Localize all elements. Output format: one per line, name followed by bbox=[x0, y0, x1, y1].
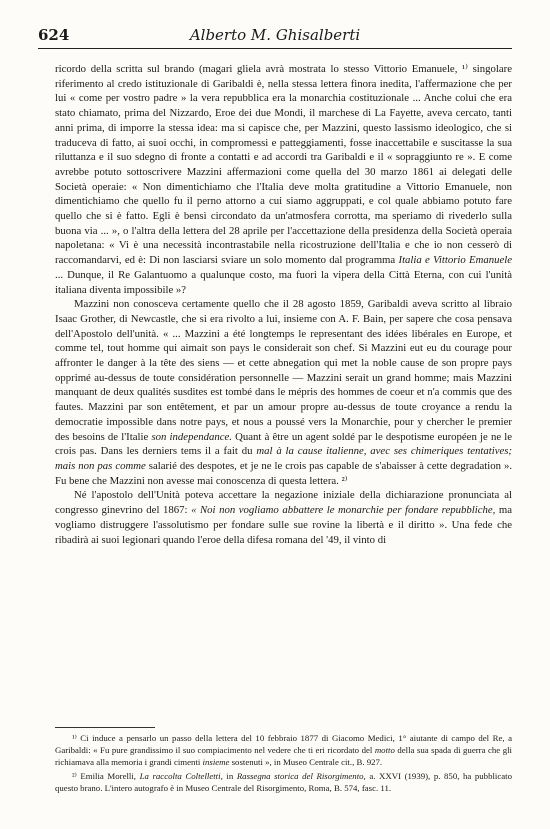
italic-title: Rassegna storica del Risorgimento, bbox=[236, 770, 366, 781]
paragraph-3-end: ma vogliamo distruggere l'assolutismo per fondare sulle sue rovine la libertà e il diritto ». Una fede che ribadirà ai suoi legionari quando l'eroe della difesa romana del '49, il vinto di bbox=[55, 504, 513, 546]
footnote-2-mid: in bbox=[226, 770, 234, 781]
italic-quote: « Noi non vogliamo abbattere le monarchie per fondare repubbliche, bbox=[191, 504, 496, 517]
footnote-1 bbox=[55, 732, 512, 769]
main-text bbox=[55, 62, 512, 547]
footnote-1-text: ¹⁾ Ci induce a pensarlo un passo della lettera del 10 febbraio 1877 di Giacomo Medici, 1° aiutante di campo del Re, a Garibaldi: « Fu pure grandissimo il suo compiacimento nel vedere che ti eri ricordato del bbox=[55, 733, 512, 756]
paragraph-3 bbox=[55, 488, 512, 547]
paragraph-2-end: salarié des despotes, et je ne le crois pas capable de s'abaisser à cette degradation ». Fu bene che Mazzini non avesse mai conoscenza di questa lettera. ²⁾ bbox=[55, 459, 513, 487]
paragraph-1-end: ... Dunque, il Re Galantuomo a qualunque costo, ma fuori la vipera della Città Eterna, con cui l'unità italiana diventa impossibile »? bbox=[55, 268, 512, 296]
footnote-1-end: sostenuti », in Museo Centrale cit., B. 927. bbox=[231, 757, 383, 768]
italic-phrase: son independance. bbox=[151, 430, 232, 443]
footnote-2-end: a. XXVI (1939), p. 850, ha pubblicato questo brano. L'intero autografo è in Museo Centrale del Risorgimento, Roma, B. 574, fasc. 11. bbox=[55, 770, 513, 793]
footnote-2 bbox=[55, 770, 512, 794]
footnote-separator bbox=[55, 727, 155, 728]
page-number: 624 bbox=[38, 26, 70, 44]
paragraph-3-text: Né l'apostolo dell'Unità poteva accettare la negazione iniziale della dichiarazione pronunciata al congresso ginevrino del 1867: bbox=[55, 489, 512, 517]
paragraph-1 bbox=[55, 62, 512, 297]
italic-term: insieme bbox=[202, 757, 230, 768]
italic-title: La raccolta Coltelletti, bbox=[139, 770, 223, 781]
running-head: Alberto M. Ghisalberti bbox=[189, 26, 361, 44]
paragraph-2-text: Mazzini non conosceva certamente quello che il 28 agosto 1859, Garibaldi aveva scritto al libraio Isaac Grother, di Newcastle, che si era rivolto a lui, insieme con A. F. Bain, per sapere che cosa pensava dell'Apostolo dell'unità. « ... Mazzini a été longtemps le representant des idées libérales en Europe, et comme tel, tout homme qui aimait son pays le considerait son chef. Si Mazzini eut eu du courage pour affronter le danger à la tête des siens — et cette abnegation qui met la noble cause de son propre pays opprimé au-dessus de toute considération personnelle — Mazzini serait un grand homme; mais Mazzini manquant de deux qualités susdites est tombé dans le mépris des hommes de coeur et n'a commis que des fautes. Mazzini par son entêtement, et par un amour propre au-dessus de toute croyance a rendu la democratie impossible dans notre pays, et nous a poussé vers la Monarchie, pour y chercher le premier des besoins de l'Italie bbox=[55, 298, 512, 443]
footnotes bbox=[55, 732, 512, 795]
italic-phrase: mal à la cause italienne, avec ses chimeriques tentatives; mais non pas comme bbox=[55, 445, 513, 472]
paragraph-1-text: ricordo della scritta sul brando (magari gliela avrà mostrata lo stesso Vittorio Emanuele, ¹⁾ singolare riferimento al credo istituzionale di Garibaldi è, nella stessa lettera finora inedita, l'affermazione che per lui « come per vostro padre » la vera repubblica era la monarchia costituzionale ... Anche colui che era stato chiamato, prima del Nizzardo, Eroe dei due Mondi, il marchese di La Fayette, aveva cercato, tanti anni prima, di imporre la stessa idea: ma si capisce che, per Mazzini, questo lassismo ideologico, che si traduceva di fatto, ai suoi occhi, in compromessi e patteggiamenti, fosse inaccettabile e suscitasse la sua riluttanza e il suo sdegno di fronte a contatti e ad accordi tra Garibaldi e il « sopraggiunto re ». E come avrebbe potuto sottoscrivere Mazzini affermazioni come quella del 30 marzo 1861 ai delegati delle Società operaie: « Non dimentichiamo che l'Italia deve molta gratitudine a Vittorio Emanuele, non dimentichiamo che quello fu il perno attorno a cui siamo aggruppati, e col quale abbiamo potuto fare quello che si è fatto. Egli è bensì circondato da un'atmosfera corrotta, ma speriamo di rivederlo sulla buona via ... », o l'altra della lettera del 28 aprile per l'accettazione della presidenza della Società operaia napoletana: « Vi è una necessità incontrastabile nella ricostruzione dell'Italia e che io non cesserò di raccomandarvi, ed è: Di non lasciarsi sviare un solo momento dal programma bbox=[55, 63, 512, 267]
paragraph-2-mid: Quant à être un agent soldé par le despotisme européen je ne le crois pas. Dans les derniers tems il a fait du bbox=[55, 430, 513, 458]
footnote-1-mid: della sua spada di guerra che gli richiamava alla memoria i grandi cimenti bbox=[55, 745, 512, 768]
page-header bbox=[38, 26, 512, 49]
footnote-2-author: ²⁾ Emilia Morelli, bbox=[72, 770, 137, 781]
italic-term: motto bbox=[374, 745, 395, 756]
paragraph-2 bbox=[55, 297, 512, 488]
italic-quote: Italia e Vittorio Emanuele bbox=[398, 254, 513, 267]
